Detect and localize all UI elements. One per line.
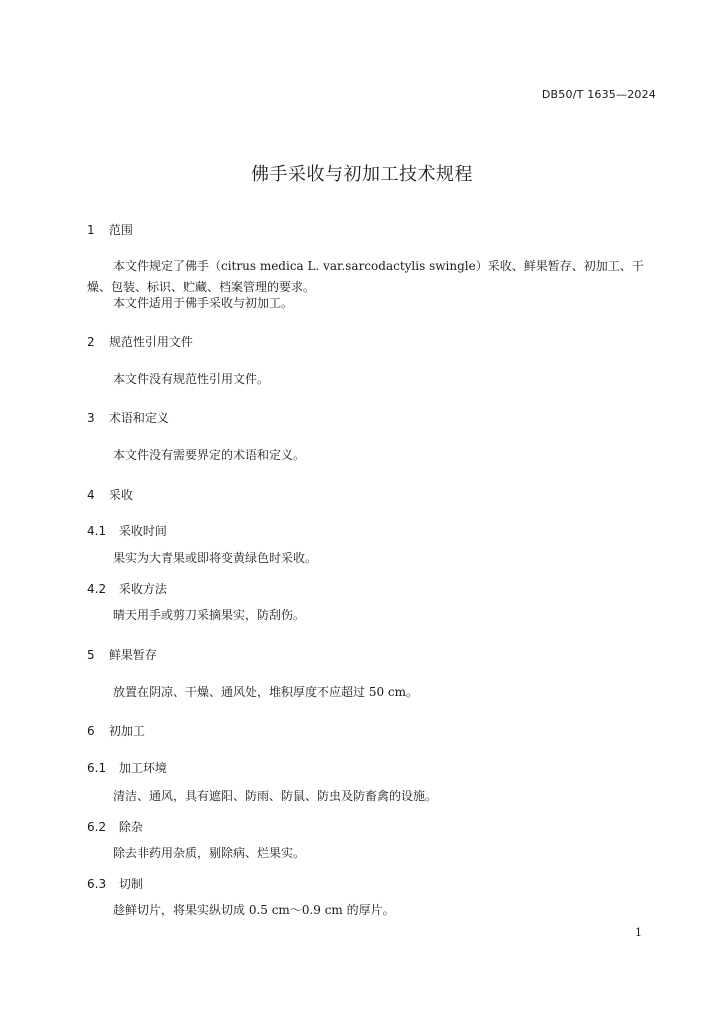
section-title: 初加工 [108, 724, 145, 738]
section-number: 2 [87, 335, 95, 349]
section-heading-4-1 [87, 522, 167, 539]
paragraph-scope-1: 本文件规定了佛手（citrus medica L. var.sarcodactylis swingle）采收、鲜果暂存、初加工、干燥、包装、标识、贮藏、档案管理的要求。 [87, 259, 644, 294]
section-title: 采收时间 [118, 524, 167, 538]
section-number: 4.1 [87, 524, 107, 538]
section-heading-6 [87, 722, 145, 739]
section-number: 1 [87, 223, 95, 237]
section-number: 6.3 [87, 877, 107, 891]
section-title: 切制 [118, 877, 143, 891]
paragraph-normative-references: 本文件没有规范性引用文件。 [113, 372, 270, 386]
paragraph-impurity-removal: 除去非药用杂质，剔除病、烂果实。 [113, 846, 306, 860]
paragraph-processing-environment: 清洁、通风，具有遮阳、防雨、防鼠、防虫及防畜禽的设施。 [113, 789, 438, 803]
section-heading-4 [87, 486, 133, 503]
section-title: 采收 [108, 488, 133, 502]
paragraph-terms: 本文件没有需要界定的术语和定义。 [113, 448, 306, 462]
section-number: 6.1 [87, 761, 107, 775]
section-number: 6 [87, 724, 95, 738]
section-heading-6-2 [87, 818, 143, 835]
section-title: 鲜果暂存 [108, 648, 157, 662]
section-number: 6.2 [87, 820, 107, 834]
section-title: 范围 [108, 223, 133, 237]
section-heading-6-1 [87, 759, 167, 776]
section-title: 规范性引用文件 [108, 335, 193, 349]
section-number: 5 [87, 648, 95, 662]
section-heading-5 [87, 646, 157, 663]
section-title: 术语和定义 [108, 411, 169, 425]
document-title: 佛手采收与初加工技术规程 [251, 164, 473, 185]
section-heading-3 [87, 409, 169, 426]
section-number: 3 [87, 411, 95, 425]
paragraph-scope-2: 本文件适用于佛手采收与初加工。 [113, 296, 294, 310]
section-number: 4.2 [87, 582, 107, 596]
paragraph-harvest-method: 晴天用手或剪刀采摘果实，防刮伤。 [113, 608, 306, 622]
paragraph-harvest-time: 果实为大青果或即将变黄绿色时采收。 [113, 551, 318, 565]
section-heading-4-2 [87, 580, 167, 597]
section-title: 采收方法 [118, 582, 167, 596]
section-number: 4 [87, 488, 95, 502]
paragraph-slicing: 趁鲜切片，将果实纵切成 0.5 cm～0.9 cm 的厚片。 [113, 903, 395, 917]
section-title: 加工环境 [118, 761, 167, 775]
document-code: DB50/T 1635—2024 [541, 88, 656, 101]
section-title: 除杂 [118, 820, 143, 834]
section-heading-1 [87, 221, 133, 238]
page-number: 1 [635, 926, 642, 939]
section-heading-6-3 [87, 875, 143, 892]
section-heading-2 [87, 333, 193, 350]
paragraph-fresh-storage: 放置在阴凉、干燥、通风处，堆积厚度不应超过 50 cm。 [113, 685, 419, 699]
